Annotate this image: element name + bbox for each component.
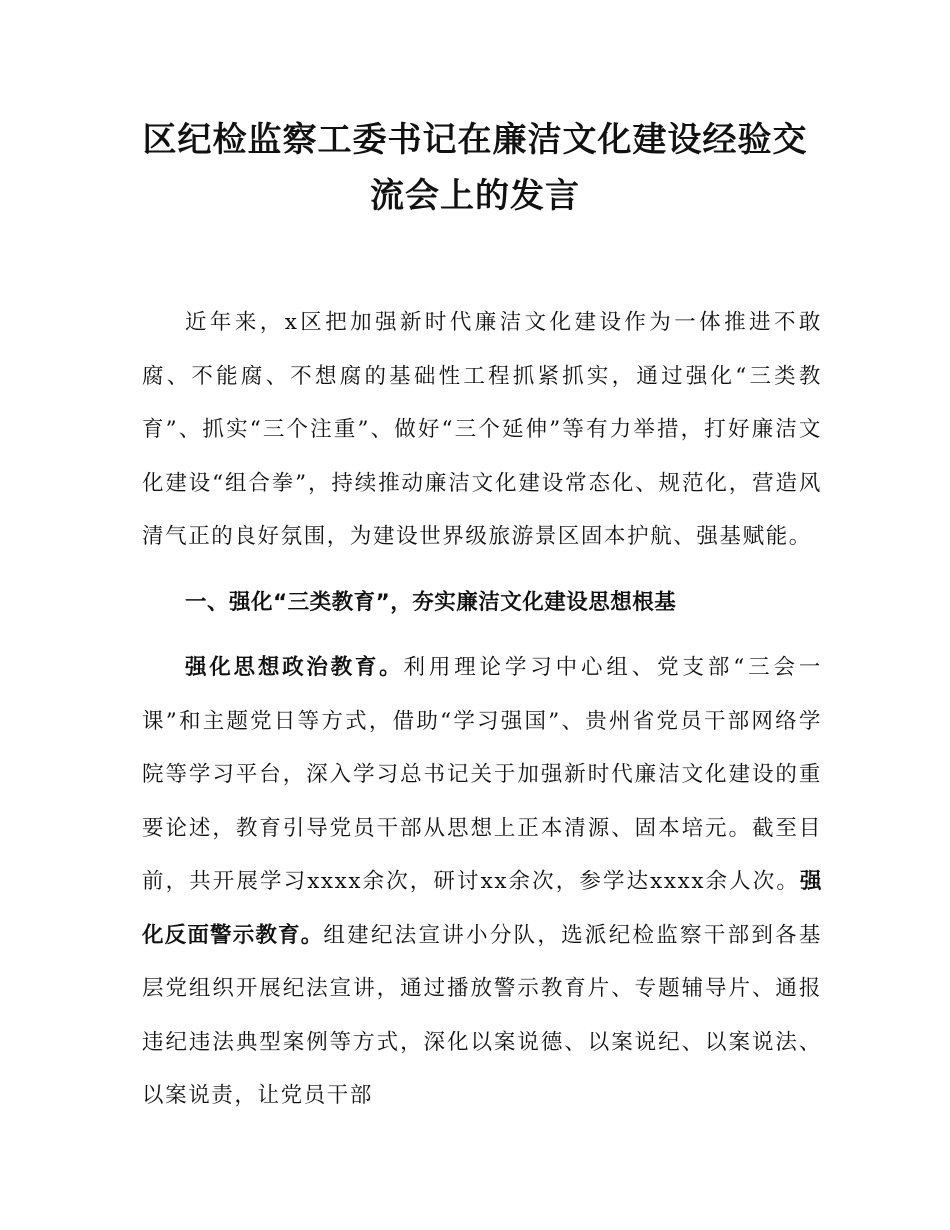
political-education-lead: 强化思想政治教育。 bbox=[185, 655, 404, 680]
education-paragraph bbox=[142, 641, 822, 1123]
title-line-1: 区纪检监察工委书记在廉洁文化建设经验交 bbox=[142, 120, 808, 160]
intro-paragraph: 近年来，x区把加强新时代廉洁文化建设作为一体推进不敢腐、不能腐、不想腐的基础性工程抓紧抓实，通过强化“三类教育”、抓实“三个注重”、做好“三个延伸”等有力举措，打好廉洁文化建设“组合拳”，持续推动廉洁文化建设常态化、规范化，营造风清气正的良好氛围，为建设世界级旅游景区固本护航、强基赋能。 bbox=[142, 310, 822, 549]
warning-education-lead: 强化反面警示教育。 bbox=[142, 869, 822, 948]
warning-education-text: 组建纪法宣讲小分队，选派纪检监察干部到各基层党组织开展纪法宣讲，通过播放警示教育片、专题辅导片、通报违纪违法典型案例等方式，深化以案说德、以案说纪、以案说法、以案说责，让党员干部 bbox=[142, 922, 822, 1108]
title-line-2: 流会上的发言 bbox=[370, 176, 580, 216]
document-body bbox=[142, 296, 822, 1123]
section-1-heading: 一、强化“三类教育”，夯实廉洁文化建设思想根基 bbox=[185, 589, 677, 615]
document-title bbox=[140, 112, 810, 224]
political-education-text: 利用理论学习中心组、党支部“三会一课”和主题党日等方式，借助“学习强国”、贵州省党员干部网络学院等学习平台，深入学习总书记关于加强新时代廉洁文化建设的重要论述，教育引导党员干部从思想上正本清源、固本培元。截至目前，共开展学习xxxx余次，研讨xx余次，参学达xxxx余人次。 bbox=[142, 655, 822, 894]
